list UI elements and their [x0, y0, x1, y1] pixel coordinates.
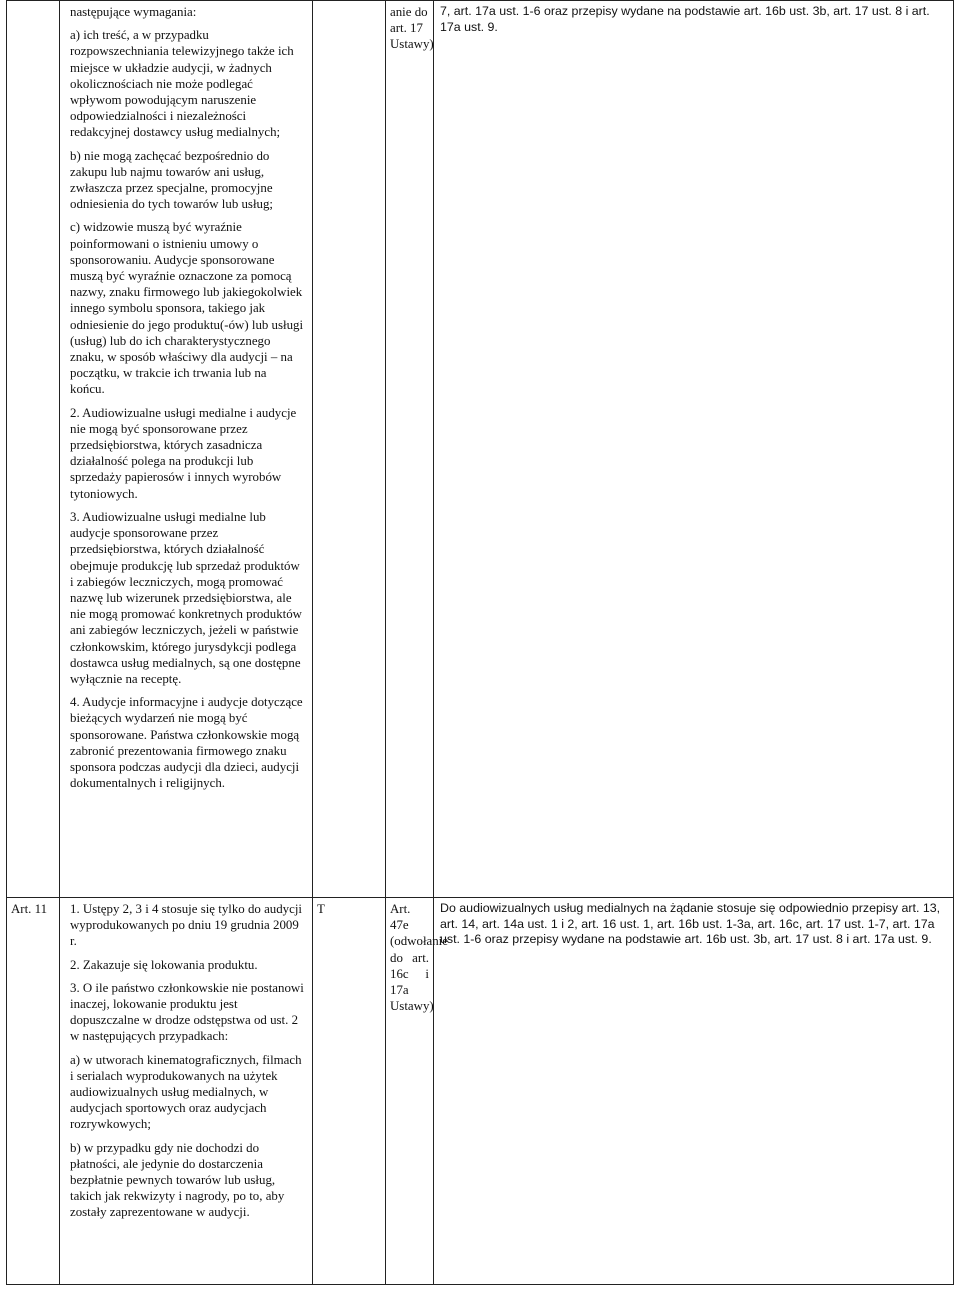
paragraph: a) w utworach kinematograficznych, filmach i serialach wyprodukowanych na użytek audiowizualnych usług medialnych, w audycjach sportowych oraz audycjach rozrywkowych;: [70, 1052, 302, 1132]
article-number-cell: Art. 11: [7, 898, 60, 1285]
table-row: [7, 898, 954, 1285]
paragraph: b) w przypadku gdy nie dochodzi do płatności, ale jedynie do dostarczenia bezpłatnie pewnych towarów lub usług, takich jak rekwizyty i nagrody, po to, aby zostały zaprezentowane w audycji.: [70, 1140, 285, 1220]
reference-cell: anie do art. 17 Ustawy): [386, 1, 434, 898]
directive-text-cell: [60, 1, 313, 898]
paragraph: c) widzowie muszą być wyraźnie poinformowani o istnieniu umowy o sponsorowaniu. Audycje sponsorowane muszą być wyraźnie oznaczone za pomocą nazwy, znaku firmowego lub jakiegokolwiek innego symbolu sponsora, takiego jak odniesienie do jego produktu(-ów) lub usługi (usług) lub do ich charakterystycznego znaku, w sposób właściwy dla audycji – na początku, w trakcie ich trwania lub na końcu.: [70, 220, 304, 397]
paragraph: b) nie mogą zachęcać bezpośrednio do zakupu lub najmu towarów ani usług, zwłaszcza przez specjalne, promocyjne odniesienia do tych towarów lub usług;: [70, 148, 273, 212]
article-number-cell: [7, 1, 60, 898]
paragraph: 4. Audycje informacyjne i audycje dotyczące bieżących wydarzeń nie mogą być sponsorowane. Państwa członkowskie mogą zabronić prezentowania firmowego znaku sponsora podczas audycji dla dzieci, audycji dokumentalnych i religijnych.: [70, 695, 303, 791]
type-cell: [313, 1, 386, 898]
paragraph: 3. Audiowizualne usługi medialne lub audycje sponsorowane przez przedsiębiorstwa, których działalność obejmuje produkcję lub sprzedaż produktów i zabiegów leczniczych, mogą promować nazwę lub wizerunek przedsiębiorstwa, ale nie mogą promować konkretnych produktów ani zabiegów leczniczych, jeżeli w państwie członkowskim, którego jurysdykcji podlega dostawca usług medialnych, są one dostępne wyłącznie na receptę.: [70, 509, 302, 686]
type-cell: T: [313, 898, 386, 1285]
directive-text-cell: [60, 898, 313, 1285]
reference-cell: Art. 47e (odwołanie do art. 16c i 17a Ustawy): [386, 898, 434, 1285]
note-cell: 7, art. 17a ust. 1-6 oraz przepisy wydane na podstawie art. 16b ust. 3b, art. 17 ust. 8 i art. 17a ust. 9.: [434, 1, 954, 898]
legislation-comparison-table: [6, 0, 954, 1285]
paragraph: a) ich treść, a w przypadku rozpowszechniania telewizyjnego także ich miejsce w układzie audycji, w żadnych okolicznościach nie może podlegać wpływom powodującym naruszenie odpowiedzialności i niezależności redakcyjnej dostawcy usług medialnych;: [70, 28, 294, 140]
note-cell: Do audiowizualnych usług medialnych na żądanie stosuje się odpowiednio przepisy art. 13, art. 14, art. 14a ust. 1 i 2, art. 16 ust. 1, art. 16b ust. 1-3a, art. 16c, art. 17 ust. 1-7, art. 17a ust. 1-6 oraz przepisy wydane na podstawie art. 16b ust. 3b, art. 17 ust. 8 i art. 17a ust. 9.: [434, 898, 954, 1285]
table-row: [7, 1, 954, 898]
paragraph: 2. Zakazuje się lokowania produktu.: [70, 957, 258, 972]
paragraph: 1. Ustępy 2, 3 i 4 stosuje się tylko do audycji wyprodukowanych po dniu 19 grudnia 2009 r.: [70, 902, 303, 949]
paragraph: 3. O ile państwo członkowskie nie postanowi inaczej, lokowanie produktu jest dopuszczalne w drodze odstępstwa od ust. 2 w następujących przypadkach:: [70, 980, 304, 1044]
paragraph: następujące wymagania:: [70, 5, 197, 19]
paragraph: 2. Audiowizualne usługi medialne i audycje nie mogą być sponsorowane przez przedsiębiorstwa, których zasadnicza działalność polega na produkcji lub sprzedaży papierosów i innych wyrobów tytoniowych.: [70, 405, 297, 501]
